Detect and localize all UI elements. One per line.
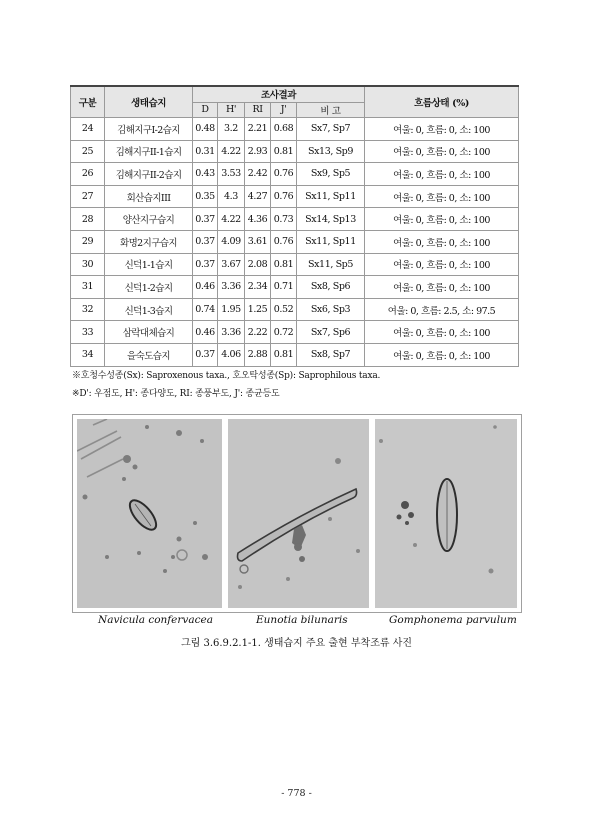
cell-ri-value: 4.27 <box>245 185 271 208</box>
photo-eunotia-bilunaris <box>228 419 369 608</box>
figure-caption: 그림 3.6.9.2.1-1. 생태습지 주요 출현 부착조류 사진 <box>180 638 413 649</box>
cell-h-value: 1.95 <box>218 298 245 321</box>
cell-number: 30 <box>71 253 105 276</box>
cell-ri-value: 3.61 <box>245 230 271 253</box>
cell-flow-state: 여울: 0, 흐름: 0, 소: 100 <box>365 118 519 141</box>
cell-j-value: 0.81 <box>271 253 297 276</box>
cell-number: 29 <box>71 230 105 253</box>
cell-h-value: 3.36 <box>218 321 245 344</box>
cell-ri-value: 2.93 <box>245 140 271 163</box>
cell-j-value: 0.81 <box>271 140 297 163</box>
cell-remarks: Sx9, Sp5 <box>297 163 365 186</box>
header-d: D <box>193 102 218 118</box>
cell-flow-state: 여울: 0, 흐름: 0, 소: 100 <box>365 253 519 276</box>
header-h: H' <box>218 102 245 118</box>
survey-results-table <box>70 85 519 367</box>
cell-remarks: Sx11, Sp11 <box>297 185 365 208</box>
cell-j-value: 0.68 <box>271 118 297 141</box>
table-header-row <box>71 86 519 102</box>
cell-d-value: 0.48 <box>193 118 218 141</box>
species-label-3: Gomphonema parvulum <box>389 614 517 626</box>
cell-h-value: 3.2 <box>218 118 245 141</box>
footnote-taxa: ※호청수성종(Sx): Saproxenous taxa., 호오탁성종(Sp): Saprophilous taxa. <box>72 371 381 381</box>
cell-flow-state: 여울: 0, 흐름: 0, 소: 100 <box>365 140 519 163</box>
table-row <box>71 276 519 299</box>
cell-wetland-name: 신덕1-2습지 <box>105 276 193 299</box>
cell-j-value: 0.71 <box>271 276 297 299</box>
header-survey-results: 조사결과 <box>193 86 365 102</box>
table-row <box>71 118 519 141</box>
cell-number: 28 <box>71 208 105 231</box>
cell-wetland-name: 회산습지III <box>105 185 193 208</box>
cell-flow-state: 여울: 0, 흐름: 0, 소: 100 <box>365 185 519 208</box>
cell-d-value: 0.43 <box>193 163 218 186</box>
species-label-2: Eunotia bilunaris <box>256 614 348 626</box>
cell-h-value: 3.53 <box>218 163 245 186</box>
cell-number: 24 <box>71 118 105 141</box>
header-wetland: 생태습지 <box>105 86 193 118</box>
cell-h-value: 4.22 <box>218 140 245 163</box>
header-j: J' <box>271 102 297 118</box>
cell-flow-state: 여울: 0, 흐름: 0, 소: 100 <box>365 230 519 253</box>
cell-remarks: Sx8, Sp7 <box>297 343 365 366</box>
table-row <box>71 253 519 276</box>
cell-number: 32 <box>71 298 105 321</box>
cell-flow-state: 여울: 0, 흐름: 0, 소: 100 <box>365 321 519 344</box>
page-number: - 778 - <box>281 788 312 799</box>
cell-remarks: Sx7, Sp7 <box>297 118 365 141</box>
header-ri: RI <box>245 102 271 118</box>
cell-d-value: 0.31 <box>193 140 218 163</box>
header-remarks: 비 고 <box>297 102 365 118</box>
cell-number: 25 <box>71 140 105 163</box>
cell-remarks: Sx8, Sp6 <box>297 276 365 299</box>
cell-h-value: 4.3 <box>218 185 245 208</box>
cell-ri-value: 1.25 <box>245 298 271 321</box>
cell-remarks: Sx13, Sp9 <box>297 140 365 163</box>
species-label-1: Navicula confervacea <box>98 614 213 626</box>
footnote-indices: ※D': 우점도, H': 종다양도, RI: 종풍부도, J': 종균등도 <box>72 389 280 399</box>
photo-gomphonema-parvulum <box>375 419 517 608</box>
cell-wetland-name: 김해지구II-2습지 <box>105 163 193 186</box>
cell-wetland-name: 신덕1-3습지 <box>105 298 193 321</box>
table-row <box>71 140 519 163</box>
cell-wetland-name: 김해지구II-1습지 <box>105 140 193 163</box>
cell-d-value: 0.37 <box>193 253 218 276</box>
cell-number: 27 <box>71 185 105 208</box>
cell-flow-state: 여울: 0, 흐름: 0, 소: 100 <box>365 208 519 231</box>
cell-wetland-name: 김해지구I-2습지 <box>105 118 193 141</box>
cell-flow-state: 여울: 0, 흐름: 0, 소: 100 <box>365 163 519 186</box>
cell-number: 33 <box>71 321 105 344</box>
cell-wetland-name: 을숙도습지 <box>105 343 193 366</box>
cell-j-value: 0.73 <box>271 208 297 231</box>
photo-navicula-confervacea <box>77 419 222 608</box>
table-row <box>71 298 519 321</box>
cell-flow-state: 여울: 0, 흐름: 0, 소: 100 <box>365 343 519 366</box>
cell-h-value: 3.36 <box>218 276 245 299</box>
table-body <box>71 118 519 367</box>
cell-ri-value: 2.42 <box>245 163 271 186</box>
cell-remarks: Sx11, Sp5 <box>297 253 365 276</box>
cell-ri-value: 4.36 <box>245 208 271 231</box>
cell-number: 34 <box>71 343 105 366</box>
table-row <box>71 321 519 344</box>
cell-d-value: 0.35 <box>193 185 218 208</box>
header-category: 구분 <box>71 86 105 118</box>
table-row <box>71 208 519 231</box>
cell-h-value: 4.06 <box>218 343 245 366</box>
cell-d-value: 0.37 <box>193 230 218 253</box>
cell-flow-state: 여울: 0, 흐름: 0, 소: 100 <box>365 276 519 299</box>
cell-number: 26 <box>71 163 105 186</box>
cell-wetland-name: 화명2지구습지 <box>105 230 193 253</box>
cell-remarks: Sx14, Sp13 <box>297 208 365 231</box>
cell-number: 31 <box>71 276 105 299</box>
cell-j-value: 0.52 <box>271 298 297 321</box>
cell-flow-state: 여울: 0, 흐름: 2.5, 소: 97.5 <box>365 298 519 321</box>
cell-ri-value: 2.34 <box>245 276 271 299</box>
table-row <box>71 163 519 186</box>
cell-ri-value: 2.88 <box>245 343 271 366</box>
cell-j-value: 0.76 <box>271 163 297 186</box>
cell-h-value: 3.67 <box>218 253 245 276</box>
cell-remarks: Sx11, Sp11 <box>297 230 365 253</box>
cell-j-value: 0.76 <box>271 230 297 253</box>
cell-ri-value: 2.21 <box>245 118 271 141</box>
table-row <box>71 230 519 253</box>
cell-ri-value: 2.22 <box>245 321 271 344</box>
cell-d-value: 0.46 <box>193 276 218 299</box>
cell-wetland-name: 삼락대체습지 <box>105 321 193 344</box>
cell-wetland-name: 신덕1-1습지 <box>105 253 193 276</box>
table-row <box>71 185 519 208</box>
cell-j-value: 0.76 <box>271 185 297 208</box>
cell-d-value: 0.37 <box>193 208 218 231</box>
cell-remarks: Sx6, Sp3 <box>297 298 365 321</box>
cell-h-value: 4.09 <box>218 230 245 253</box>
cell-j-value: 0.81 <box>271 343 297 366</box>
cell-ri-value: 2.08 <box>245 253 271 276</box>
table-row <box>71 343 519 366</box>
diatom-photo-panel <box>72 414 522 613</box>
cell-d-value: 0.74 <box>193 298 218 321</box>
cell-j-value: 0.72 <box>271 321 297 344</box>
cell-d-value: 0.46 <box>193 321 218 344</box>
header-flow-state: 흐름상태 (%) <box>365 86 519 118</box>
cell-h-value: 4.22 <box>218 208 245 231</box>
cell-wetland-name: 양산지구습지 <box>105 208 193 231</box>
cell-d-value: 0.37 <box>193 343 218 366</box>
cell-remarks: Sx7, Sp6 <box>297 321 365 344</box>
